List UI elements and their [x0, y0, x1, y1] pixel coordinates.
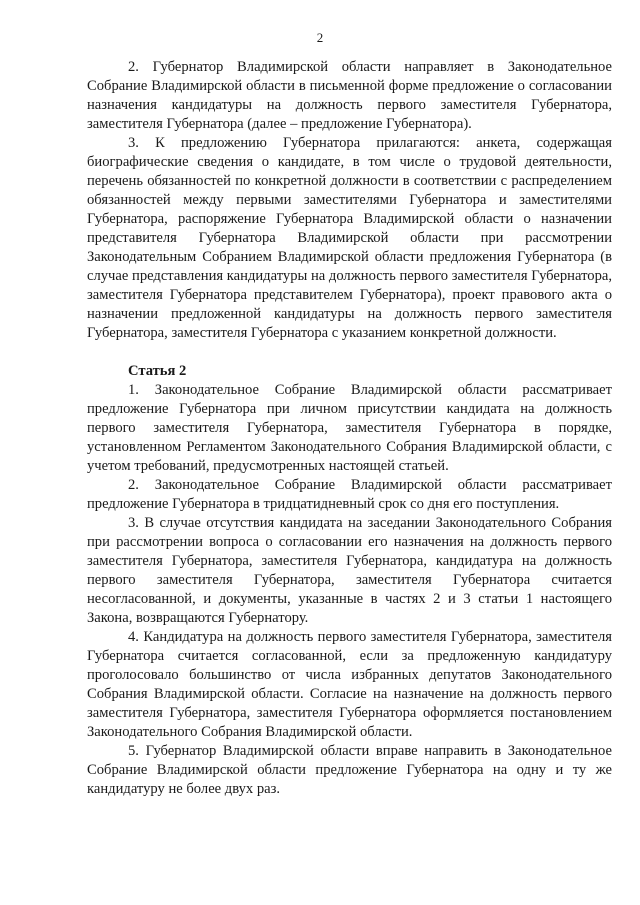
article-2-part-3: 3. В случае отсутствия кандидата на заседании Законодательного Собрания при рассмотрении вопроса о согласовании его назначения на должность первого заместителя Губернатора, заместителя Губернатора, кандидатура на должность первого заместителя Губернатора, заместителя Губернатора считается несогласованной, и документы, указанные в частях 2 и 3 статьи 1 настоящего Закона, возвращаются Губернатору.	[87, 515, 612, 626]
article-2-heading: Статья 2	[128, 363, 187, 379]
article-2-part-4: 4. Кандидатура на должность первого заместителя Губернатора, заместителя Губернатора считается согласованной, если за предложенную кандидатуру проголосовало большинство от числа избранных депутатов Законодательного Собрания Владимирской области. Согласие на назначение на должность первого заместителя Губернатора, заместителя Губернатора оформляется постановлением Законодательного Собрания Владимирской области.	[87, 629, 612, 740]
page-number: 2	[316, 30, 324, 45]
article-2-part-5: 5. Губернатор Владимирской области вправе направить в Законодательное Собрание Владимирской области предложение Губернатора на одну и ту же кандидатуру не более двух раз.	[87, 743, 612, 797]
article-2-part-1: 1. Законодательное Собрание Владимирской области рассматривает предложение Губернатора при личном присутствии кандидата на должность первого заместителя Губернатора, заместителя Губернатора в порядке, установленном Регламентом Законодательного Собрания Владимирской области, с учетом требований, предусмотренных настоящей статьей.	[87, 382, 612, 474]
document-body	[87, 58, 612, 799]
article-2	[87, 362, 612, 799]
article-2-part-2: 2. Законодательное Собрание Владимирской области рассматривает предложение Губернатора в тридцатидневный срок со дня его поступления.	[87, 477, 612, 512]
article-1-part-3: 3. К предложению Губернатора прилагаются: анкета, содержащая биографические сведения о кандидате, в том числе о трудовой деятельности, перечень обязанностей по конкретной должности в соответствии с распределением обязанностей между первыми заместителями Губернатора и заместителями Губернатора, распоряжение Губернатора Владимирской области о назначении представителя Губернатора Владимирской области при рассмотрении Законодательным Собранием Владимирской области предложения Губернатора (в случае представления кандидатуры на должность первого заместителя Губернатора, заместителя Губернатора представителем Губернатора), проект правового акта о назначении предложенной кандидатуры на должность первого заместителя Губернатора, заместителя Губернатора с указанием конкретной должности.	[87, 135, 612, 341]
article-1-continuation	[87, 58, 612, 343]
article-1-part-2: 2. Губернатор Владимирской области направляет в Законодательное Собрание Владимирской области в письменной форме предложение о согласовании назначения кандидатуры на должность первого заместителя Губернатора, заместителя Губернатора (далее – предложение Губернатора).	[87, 59, 612, 132]
